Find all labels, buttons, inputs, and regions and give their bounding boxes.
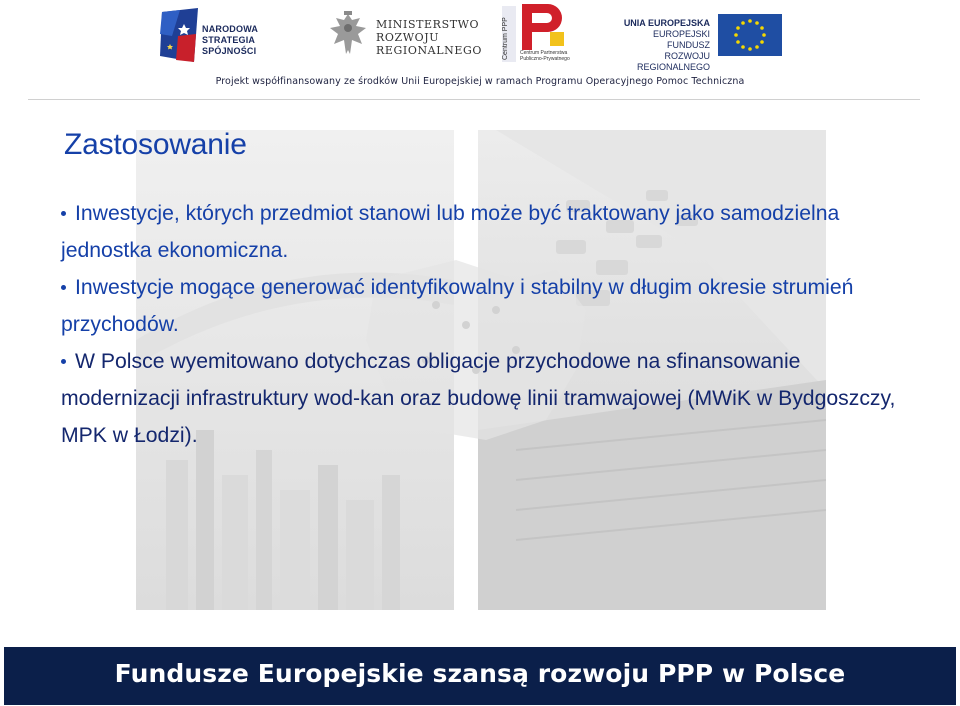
- ue-title: UNIA EUROPEJSKA: [623, 18, 710, 28]
- centrum-ppp-caption: Centrum Partnerstwa Publiczno-Prywatnego: [520, 50, 570, 62]
- bullet-dot-icon: [61, 285, 66, 290]
- bullet-text: Inwestycje mogące generować identyfikowalny i stabilny w długim okresie strumień przychodów.: [61, 276, 854, 336]
- bullet-text: Inwestycje, których przedmiot stanowi lub może być traktowany jako samodzielna jednostka ekonomiczna.: [61, 202, 840, 262]
- eu-flag-icon: [718, 14, 782, 56]
- bullet-item: [61, 269, 901, 343]
- project-tagline: Projekt współfinansowany ze środków Unii Europejskiej w ramach Programu Operacyjnego Pomoc Techniczna: [215, 76, 745, 87]
- bullet-dot-icon: [61, 211, 66, 216]
- narodowa-strategia-logo: [158, 6, 308, 62]
- bullet-dot-icon: [61, 359, 66, 364]
- bullet-list: [61, 195, 901, 454]
- ministerstwo-logo: [326, 10, 482, 62]
- footer-slogan: Fundusze Europejskie szansą rozwoju PPP w Polsce: [114, 659, 846, 688]
- ministerstwo-text: MINISTERSTWO ROZWOJU REGIONALNEGO: [376, 18, 482, 57]
- white-eagle-emblem-icon: [326, 10, 370, 58]
- ppp-letter-icon: [520, 4, 568, 50]
- centrum-ppp-vertical-text: Centrum PPP: [502, 17, 509, 60]
- ue-fund-name: EUROPEJSKI FUNDUSZ ROZWOJU REGIONALNEGO: [636, 29, 710, 72]
- bullet-text: W Polsce wyemitowano dotychczas obligacje przychodowe na sfinansowanie modernizacji infrastruktury wod-kan oraz budowę linii tramwajowej (MWiK w Bydgoszczy, MPK w Łodzi).: [61, 350, 896, 447]
- slide-title: Zastosowanie: [64, 128, 247, 161]
- header-divider: [28, 99, 920, 100]
- narodowa-strategia-text: NARODOWA STRATEGIA SPÓJNOŚCI: [202, 24, 259, 56]
- unia-europejska-text: [608, 18, 710, 73]
- footer-banner: [4, 647, 956, 705]
- bullet-item: [61, 195, 901, 269]
- bullet-item: [61, 343, 901, 454]
- unia-europejska-logo: [608, 14, 778, 72]
- centrum-ppp-logo: [500, 2, 572, 66]
- narodowa-strategia-emblem-icon: [158, 6, 202, 64]
